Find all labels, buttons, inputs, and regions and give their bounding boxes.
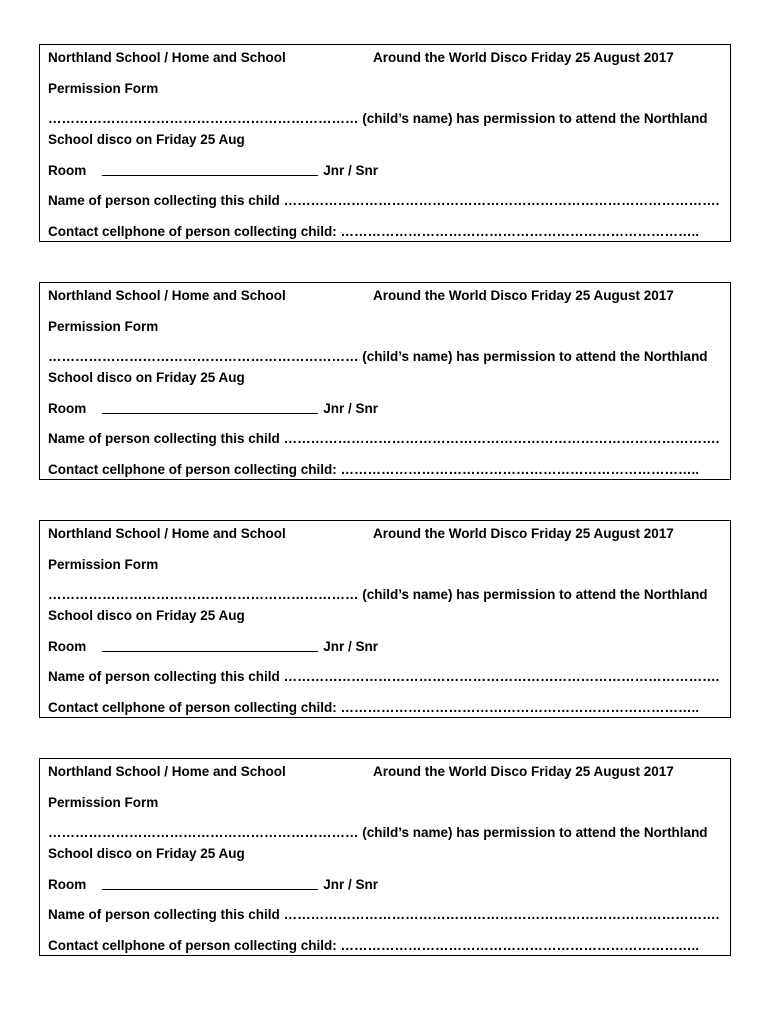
event-title: Around the World Disco Friday 25 August 2017 — [373, 288, 674, 303]
child-name-blank[interactable]: …………………………………………………………… — [48, 825, 359, 840]
child-permission-text — [48, 109, 722, 150]
child-name-blank[interactable]: …………………………………………………………… — [48, 587, 359, 602]
collector-blank[interactable]: ……………………………………………………………………………………. — [283, 193, 720, 208]
cellphone-blank[interactable]: …………………………………………………………………….. — [340, 699, 700, 715]
child-name-blank[interactable]: …………………………………………………………… — [48, 349, 359, 364]
child-permission-text — [48, 823, 722, 864]
cellphone-row — [48, 460, 722, 480]
collector-label: Name of person collecting this child — [48, 907, 280, 922]
slip-header — [48, 48, 722, 68]
room-label: Room — [48, 162, 87, 178]
collector-blank[interactable]: ……………………………………………………………………………………. — [283, 431, 720, 446]
permission-slip — [39, 758, 731, 956]
school-name: Northland School / Home and School — [48, 50, 286, 65]
cellphone-row — [48, 936, 722, 956]
room-row — [48, 875, 722, 895]
room-blank[interactable] — [102, 161, 318, 176]
cellphone-blank[interactable]: …………………………………………………………………….. — [340, 937, 700, 953]
slip-header — [48, 762, 722, 782]
event-title: Around the World Disco Friday 25 August 2017 — [373, 526, 674, 541]
jnr-snr-option: Jnr / Snr — [323, 638, 379, 654]
slip-header — [48, 286, 722, 306]
permission-slip — [39, 44, 731, 242]
collector-label: Name of person collecting this child — [48, 193, 280, 208]
cellphone-blank[interactable]: …………………………………………………………………….. — [340, 223, 700, 239]
child-permission-text — [48, 347, 722, 388]
room-blank[interactable] — [102, 637, 318, 652]
school-name: Northland School / Home and School — [48, 526, 286, 541]
form-title: Permission Form — [48, 794, 159, 810]
school-name: Northland School / Home and School — [48, 764, 286, 779]
collector-row — [48, 905, 722, 925]
permission-slip — [39, 520, 731, 718]
cellphone-row — [48, 698, 722, 718]
collector-blank[interactable]: ……………………………………………………………………………………. — [283, 669, 720, 684]
jnr-snr-option: Jnr / Snr — [323, 162, 379, 178]
cellphone-row — [48, 222, 722, 242]
permission-statement: (child’s name) has permission to attend the Northland School disco on Friday 25 Aug — [48, 587, 708, 623]
cellphone-label: Contact cellphone of person collecting child: — [48, 699, 337, 715]
school-name: Northland School / Home and School — [48, 288, 286, 303]
collector-row — [48, 667, 722, 687]
jnr-snr-option: Jnr / Snr — [323, 400, 379, 416]
room-row — [48, 637, 722, 657]
room-label: Room — [48, 400, 87, 416]
permission-statement: (child’s name) has permission to attend the Northland School disco on Friday 25 Aug — [48, 349, 708, 385]
event-title: Around the World Disco Friday 25 August 2017 — [373, 764, 674, 779]
collector-label: Name of person collecting this child — [48, 431, 280, 446]
form-title: Permission Form — [48, 556, 159, 572]
collector-row — [48, 191, 722, 211]
room-blank[interactable] — [102, 875, 318, 890]
room-blank[interactable] — [102, 399, 318, 414]
cellphone-label: Contact cellphone of person collecting child: — [48, 937, 337, 953]
form-title: Permission Form — [48, 80, 159, 96]
cellphone-label: Contact cellphone of person collecting child: — [48, 223, 337, 239]
cellphone-label: Contact cellphone of person collecting child: — [48, 461, 337, 477]
permission-slips — [39, 44, 731, 996]
event-title: Around the World Disco Friday 25 August 2017 — [373, 50, 674, 65]
slip-header — [48, 524, 722, 544]
collector-label: Name of person collecting this child — [48, 669, 280, 684]
permission-statement: (child’s name) has permission to attend the Northland School disco on Friday 25 Aug — [48, 111, 708, 147]
jnr-snr-option: Jnr / Snr — [323, 876, 379, 892]
collector-row — [48, 429, 722, 449]
permission-statement: (child’s name) has permission to attend the Northland School disco on Friday 25 Aug — [48, 825, 708, 861]
child-permission-text — [48, 585, 722, 626]
form-title: Permission Form — [48, 318, 159, 334]
permission-slip — [39, 282, 731, 480]
cellphone-blank[interactable]: …………………………………………………………………….. — [340, 461, 700, 477]
child-name-blank[interactable]: …………………………………………………………… — [48, 111, 359, 126]
room-row — [48, 399, 722, 419]
room-row — [48, 161, 722, 181]
room-label: Room — [48, 638, 87, 654]
room-label: Room — [48, 876, 87, 892]
collector-blank[interactable]: ……………………………………………………………………………………. — [283, 907, 720, 922]
